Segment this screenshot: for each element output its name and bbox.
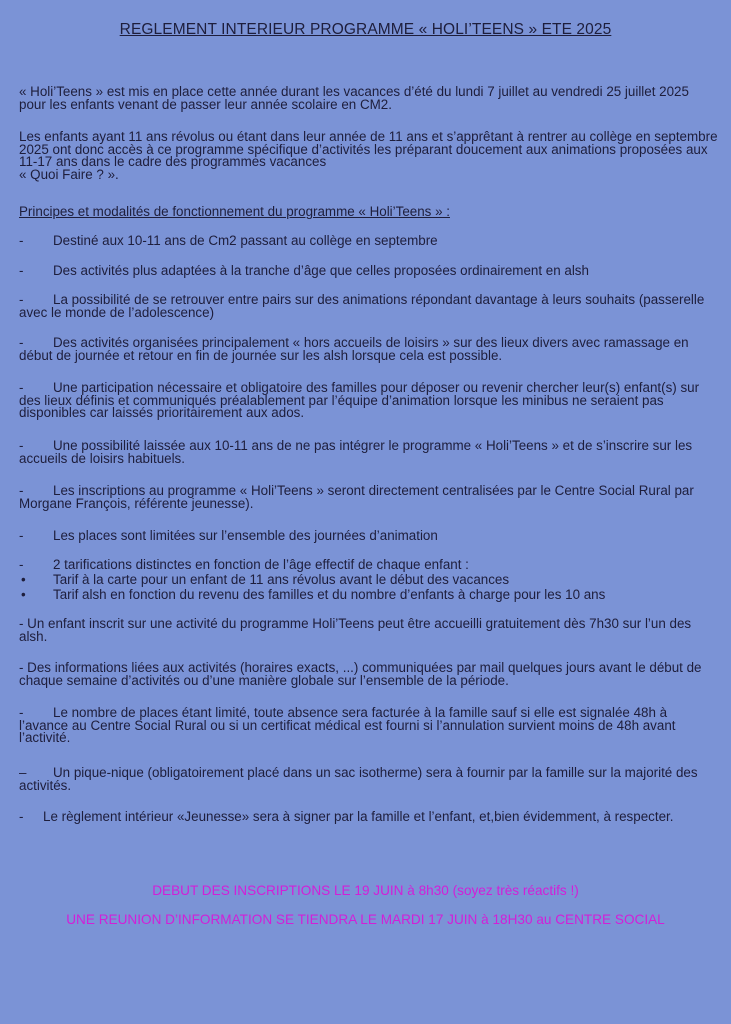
- principles-heading: Principes et modalités de fonctionnement du programme « Holi’Teens » :: [19, 204, 450, 219]
- principle-item: [19, 294, 719, 319]
- principle-item: [19, 530, 719, 543]
- dash-marker: -: [19, 233, 24, 248]
- note-picnic: [19, 767, 719, 792]
- note-picnic-text: Un pique-nique (obligatoirement placé dans un sac isotherme) sera à fournir par la famille sur la majorité des activités.: [19, 765, 698, 793]
- note-rules: [19, 811, 719, 824]
- dash-marker: –: [19, 765, 27, 780]
- note-absence: [19, 707, 719, 745]
- dash-marker: -: [19, 438, 24, 453]
- principle-item: [19, 382, 719, 420]
- note-free-care: - Un enfant inscrit sur une activité du programme Holi’Teens peut être accueilli gratuitement dès 7h30 sur l’un des alsh.: [19, 616, 692, 644]
- principle-text: Une participation nécessaire et obligatoire des familles pour déposer ou revenir chercher leur(s) enfant(s) sur des lieux définis et communiqués préalablement par l’équipe d’animation lorsque les minibus ne seraient pas disponibles car laissés prioritairement aux ados.: [19, 380, 700, 421]
- bullet-marker: •: [21, 572, 26, 587]
- principle-item: [19, 559, 719, 572]
- tariff-item: [19, 574, 719, 587]
- principle-item: [19, 337, 719, 362]
- principle-text: Une possibilité laissée aux 10-11 ans de ne pas intégrer le programme « Holi’Teens » et de s’inscrire sur les accueils de loisirs habituels.: [19, 438, 693, 466]
- dash-marker: -: [19, 292, 24, 307]
- tariff-text: Tarif à la carte pour un enfant de 11 ans révolus avant le début des vacances: [53, 572, 510, 587]
- registration-start-notice: DEBUT DES INSCRIPTIONS LE 19 JUIN à 8h30 (soyez très réactifs !): [152, 883, 579, 898]
- dash-marker: -: [19, 528, 24, 543]
- principle-item: [19, 265, 719, 278]
- dash-marker: -: [19, 380, 24, 395]
- tariff-item: [19, 589, 719, 602]
- tariff-text: Tarif alsh en fonction du revenu des familles et du nombre d’enfants à charge pour les 10 ans: [53, 587, 606, 602]
- dash-marker: -: [19, 263, 24, 278]
- intro-paragraph-2-text: Les enfants ayant 11 ans révolus ou étant dans leur année de 11 ans et s’apprêtant à rentrer au collège en septembre 2025 ont donc accès à ce programme spécifique d’activités les préparant doucement aux animations proposées aux 11-17 ans dans le cadre des programmes vacances: [19, 129, 718, 170]
- dash-marker: -: [19, 335, 24, 350]
- principle-text: Les inscriptions au programme « Holi’Teens » seront directement centralisées par le Centre Social Rural par Morgane François, référente jeunesse).: [19, 483, 694, 511]
- principle-text: La possibilité de se retrouver entre pairs sur des animations répondant davantage à leurs souhaits (passerelle avec le monde de l’adolescence): [19, 292, 705, 320]
- principle-item: [19, 440, 719, 465]
- dash-marker: -: [19, 705, 24, 720]
- note-information: - Des informations liées aux activités (horaires exacts, ...) communiquées par mail quelques jours avant le début de chaque semaine d’activités ou d’une manière globale sur l’ensemble de la période.: [19, 660, 702, 688]
- intro-paragraph-1: « Holi’Teens » est mis en place cette année durant les vacances d’été du lundi 7 juillet au vendredi 25 juillet 2025 pour les enfants venant de passer leur année scolaire en CM2.: [19, 84, 689, 112]
- bullet-marker: •: [21, 587, 26, 602]
- principle-text: Les places sont limitées sur l’ensemble des journées d’animation: [53, 528, 438, 543]
- dash-marker: -: [19, 483, 24, 498]
- principle-item: [19, 235, 719, 248]
- note-absence-text: Le nombre de places étant limité, toute absence sera facturée à la famille sauf si elle est signalée 48h à l’avance au Centre Social Rural ou si un certificat médical est fourni si l’annulation survient moins de 48h avant l’activité.: [19, 705, 676, 746]
- intro-paragraph-2: [19, 131, 719, 181]
- principle-text: Destiné aux 10-11 ans de Cm2 passant au collège en septembre: [53, 233, 438, 248]
- note-rules-text: Le règlement intérieur «Jeunesse» sera à signer par la famille et l’enfant, et,bien évidemment, à respecter.: [43, 809, 674, 824]
- intro-paragraph-2-end: « Quoi Faire ? ».: [19, 166, 119, 182]
- principle-item: [19, 485, 719, 510]
- information-meeting-notice: UNE REUNION D’INFORMATION SE TIENDRA LE MARDI 17 JUIN à 18H30 au CENTRE SOCIAL: [66, 912, 665, 927]
- dash-marker: -: [19, 557, 24, 572]
- dash-marker: -: [19, 809, 24, 824]
- document-title: REGLEMENT INTERIEUR PROGRAMME « HOLI’TEENS » ETE 2025: [119, 21, 612, 38]
- principle-text: Des activités plus adaptées à la tranche d’âge que celles proposées ordinairement en alsh: [53, 263, 589, 278]
- principle-text: 2 tarifications distinctes en fonction de l’âge effectif de chaque enfant :: [53, 557, 469, 572]
- principle-text: Des activités organisées principalement « hors accueils de loisirs » sur des lieux divers avec ramassage en début de journée et retour en fin de journée sur les alsh lorsque cela est possible.: [19, 335, 689, 363]
